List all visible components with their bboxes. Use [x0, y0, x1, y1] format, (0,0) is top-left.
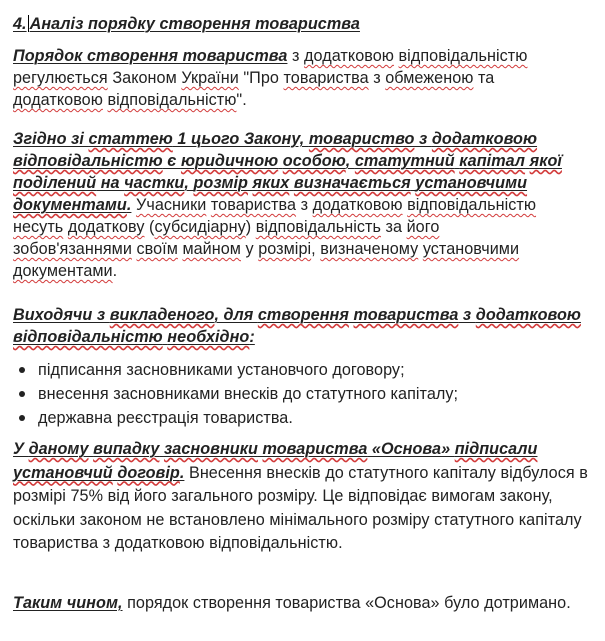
text: на: [96, 174, 125, 192]
list-item-text: підписання засновниками установчого договору;: [38, 361, 405, 379]
spell-word: викладеного: [109, 306, 215, 324]
spell-word: товариства: [283, 69, 369, 87]
text: ,: [311, 240, 321, 258]
spell-word: своїм: [136, 240, 178, 258]
text: Законом: [107, 69, 182, 87]
text: "Про: [238, 69, 284, 87]
spell-word: відповідальністю: [13, 328, 163, 346]
text: з: [287, 47, 305, 65]
text: з: [458, 306, 476, 324]
spell-word: якої: [529, 152, 562, 170]
spell-word: створення: [257, 306, 349, 324]
spell-word: України: [181, 69, 239, 87]
spell-word: товариства: [262, 440, 368, 458]
spell-word: розмір: [193, 174, 248, 192]
spell-word: статтею: [88, 130, 173, 148]
spell-word: Учасники: [136, 196, 207, 214]
text: ".: [236, 91, 247, 109]
spell-word: відповідальністю: [407, 196, 537, 214]
spell-word: майном: [182, 240, 241, 258]
text: ,: [184, 174, 194, 192]
paragraph-2: [13, 128, 562, 282]
spell-word: субсидіарну: [154, 218, 246, 236]
list-item-text: внесення засновниками внесків до статутного капіталу;: [38, 385, 459, 403]
spell-word: товариство: [308, 130, 415, 148]
p1-bold-lead: Порядок створення товариства: [13, 47, 288, 65]
spell-word: засновники: [163, 440, 258, 458]
text: (: [144, 218, 155, 236]
paragraph-5: [13, 592, 571, 615]
spell-word: додатковою: [13, 91, 103, 109]
bullet-icon: [19, 415, 25, 421]
p5-body-text: порядок створення товариства «Основа» було дотримано.: [122, 594, 571, 612]
section-heading: Аналіз порядку створення товариства: [29, 15, 360, 33]
spell-word: особою: [282, 152, 346, 170]
spell-word: установчими: [415, 174, 528, 192]
text: з: [296, 196, 313, 214]
spell-word: товариства: [353, 306, 459, 324]
text-cursor: [28, 15, 29, 32]
spell-word: відповідальність: [255, 218, 381, 236]
text: ,: [345, 152, 355, 170]
p3-bold-lead: [13, 306, 581, 346]
p4-body-text: Внесення внесків до статутного капіталу відбулося в розмірі 75% від його загального розміру. Це відповідає вимогам закону, оскільки законом не встановлено мінімального розміру статутного капіталу товариства з додатковою відповідальністю.: [13, 463, 588, 552]
requirements-list: [13, 360, 458, 432]
spell-word: необхідно: [167, 328, 250, 346]
spell-word: додатковою: [312, 196, 403, 214]
spell-word: підписали: [454, 440, 538, 458]
text: .: [179, 463, 185, 482]
text: У: [13, 440, 29, 458]
text: Згідно зі: [13, 130, 89, 148]
section-title: [13, 13, 360, 35]
list-item: [13, 384, 458, 408]
spell-word: визначеному: [320, 240, 419, 258]
spell-word: капітал: [459, 152, 526, 170]
spell-word: визначається: [293, 174, 411, 192]
spell-word: обмеженою: [385, 69, 474, 87]
spell-word: договір: [117, 463, 180, 482]
text: з: [368, 69, 386, 87]
spell-word: установчими: [422, 240, 520, 258]
text: .: [112, 262, 118, 280]
text: 1 цього Закону,: [172, 130, 309, 148]
section-number: 4.: [13, 15, 27, 33]
spell-word: відповідальністю: [398, 47, 528, 65]
list-item: [13, 360, 458, 384]
spell-word: статутний: [354, 152, 455, 170]
spell-word: регулюється: [13, 69, 108, 87]
text: за: [380, 218, 407, 236]
spell-word: відповідальністю: [107, 91, 237, 109]
section-title-text: [13, 15, 360, 33]
text: з: [414, 130, 432, 148]
spell-word: додаткову: [67, 218, 145, 236]
spell-word: товариства: [210, 196, 297, 214]
text: «Основа»: [367, 440, 455, 458]
text: у: [240, 240, 259, 258]
bullet-icon: [19, 391, 25, 397]
spell-word: розмірі: [258, 240, 312, 258]
text: та: [473, 69, 495, 87]
spell-word: відповідальністю: [13, 152, 163, 170]
spell-word: яких: [252, 174, 290, 192]
spell-word: частки: [124, 174, 185, 192]
bullet-icon: [19, 367, 25, 373]
spell-word: додатковою: [431, 130, 538, 148]
list-item-text: державна реєстрація товариства.: [38, 409, 293, 427]
text: Виходячи з: [13, 306, 110, 324]
spell-word: зобов'язаннями: [13, 240, 132, 258]
text: є: [162, 152, 181, 170]
spell-word: даному: [28, 440, 89, 458]
spell-word: додатковою: [304, 47, 394, 65]
spell-word: його: [406, 218, 440, 236]
paragraph-3: [13, 304, 581, 348]
text: .: [126, 196, 132, 214]
text: :: [249, 328, 255, 346]
spell-word: документами: [13, 262, 113, 280]
spell-word: документами: [13, 196, 127, 214]
list-item: [13, 408, 458, 432]
spell-word: несуть: [13, 218, 64, 236]
paragraph-4: [13, 438, 599, 556]
paragraph-1: [13, 45, 527, 111]
spell-word: додатковою: [475, 306, 581, 324]
spell-word: поділений: [13, 174, 97, 192]
text: ): [245, 218, 256, 236]
spell-word: випадку: [93, 440, 160, 458]
p5-bold-lead: Таким чином,: [13, 594, 123, 612]
text: , для: [214, 306, 258, 324]
spell-word: юридичною: [180, 152, 279, 170]
spell-word: установчий: [13, 463, 113, 482]
